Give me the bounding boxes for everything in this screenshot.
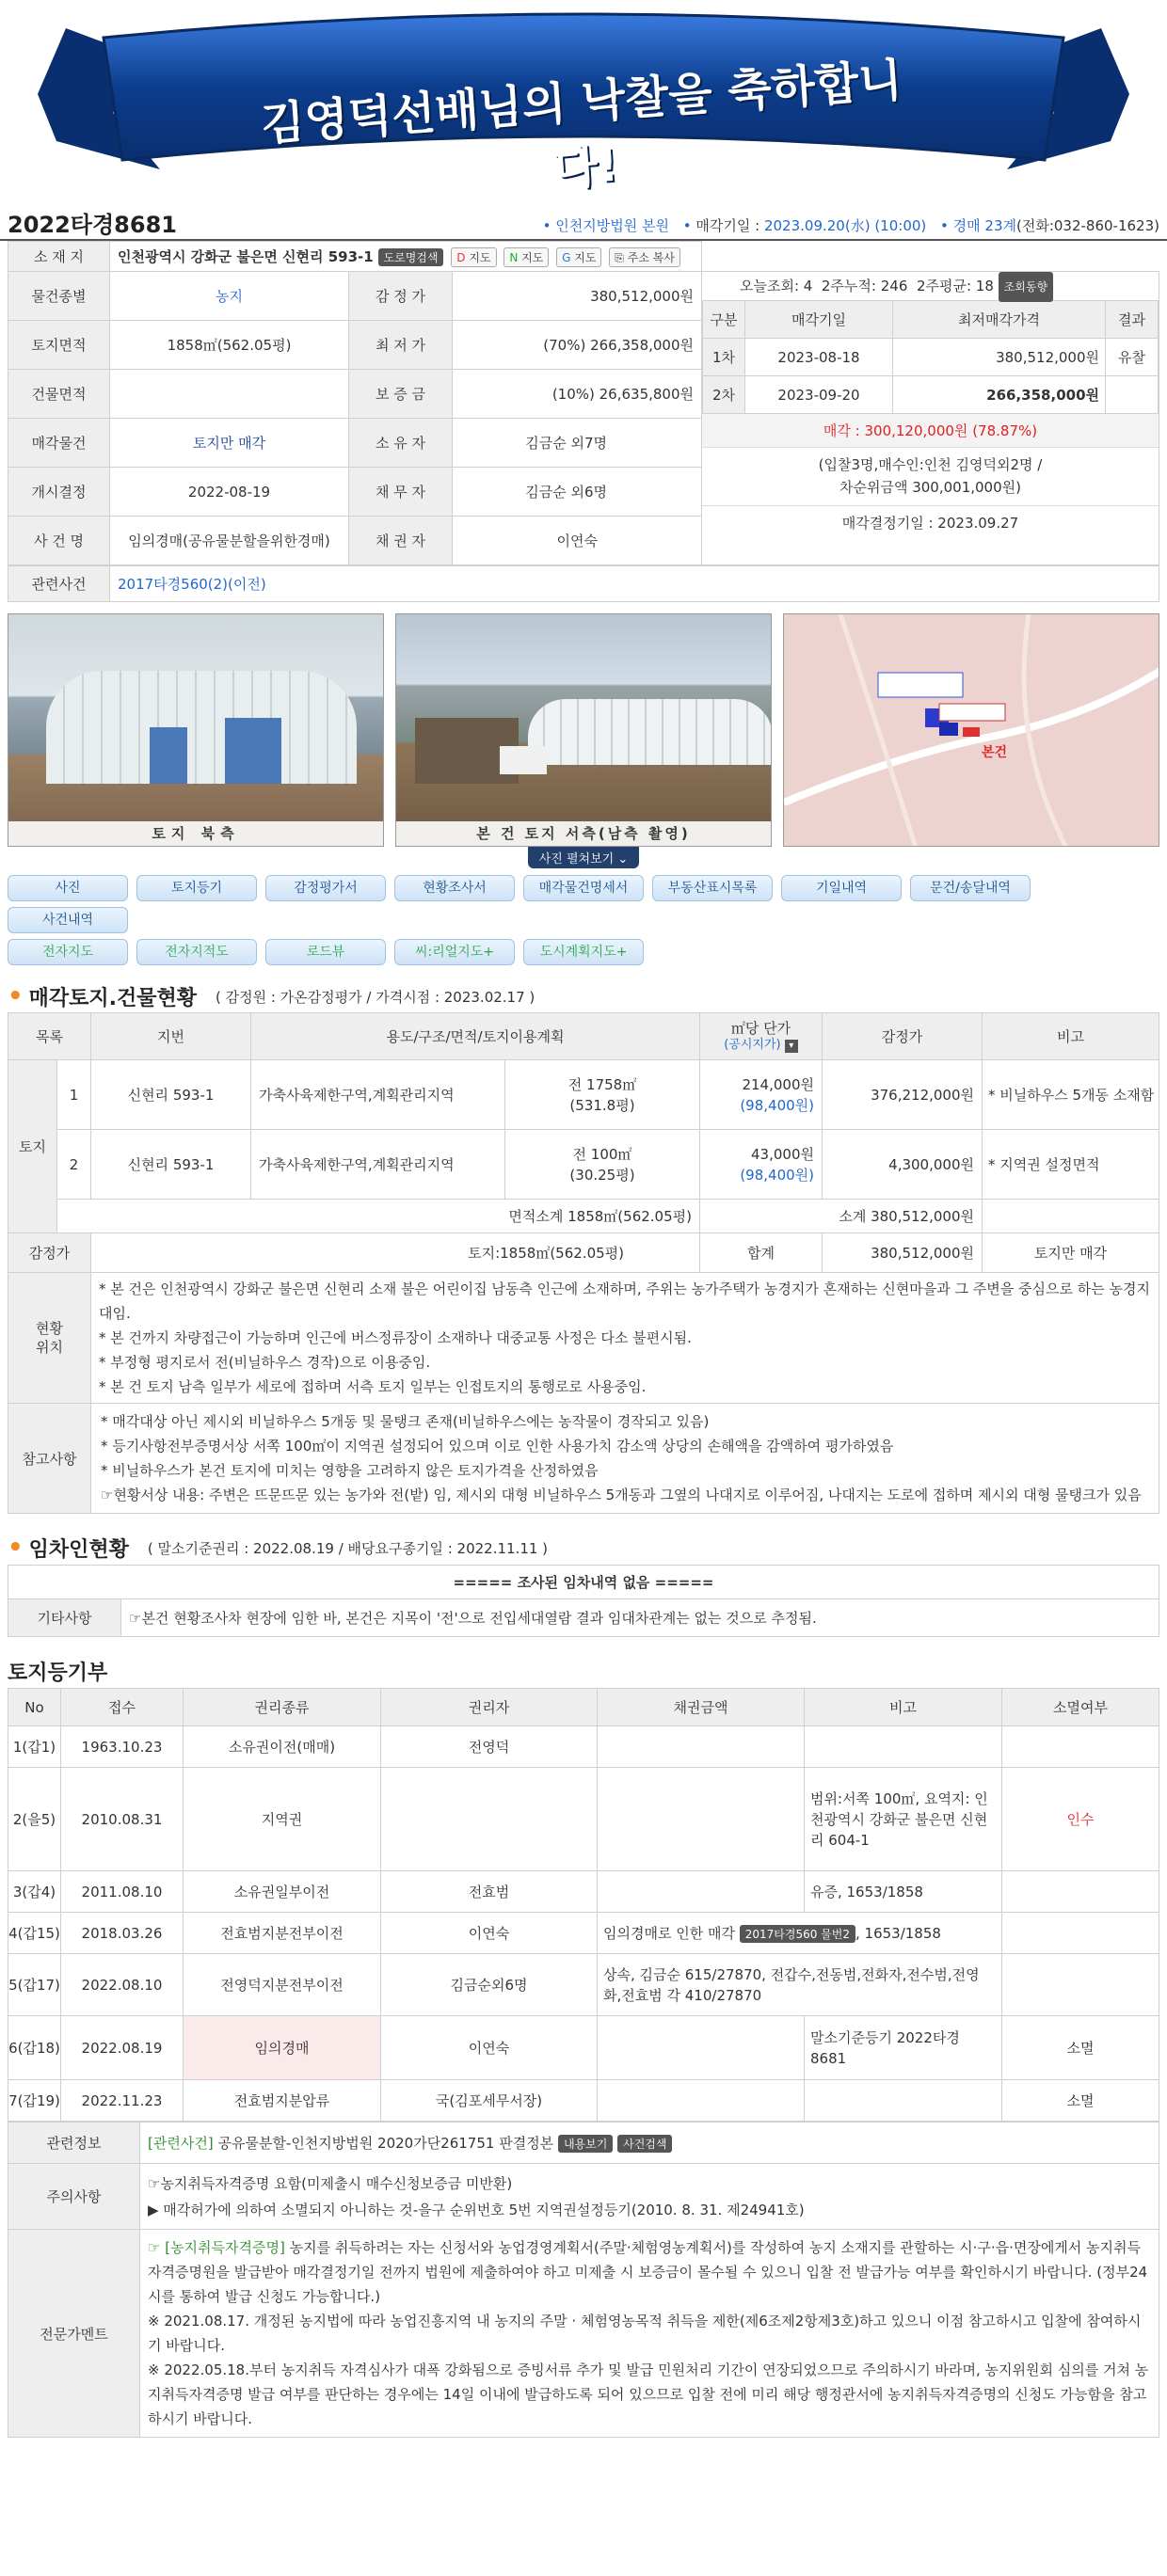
tab-documents[interactable]: 문건/송달내역 [910,875,1031,901]
copy-address-button[interactable]: ⎘ 주소 복사 [609,247,680,267]
registry-extra-table: 관련정보 [관련사건] 공유물분할-인천지방법원 2020가단261751 판결정본 내용보기 사건검색 주의사항 ☞농지취득자격증명 요함(미제출시 매수신청보증금 미반환) ▶ 매각허가에 의하여 소멸되지 아니하는 것-을구 순위번호 5번 지역권설정등기(2010. 8. 31. 제24941호) 전문가멘트 ☞ [농지취득자격증명] 농지를 취득하려는 자는 신청서와 농업경영계획서(주말·체험영농계획서)를 작성하여 농지 소재지를 관할하는 시·구·읍·면장에게서 농지취득자격증명원을 발급받아 매각결정기일 전까지 법원에 제출하여야 하고 미제출 시 보증금이 몰수될 수 있으니 입찰 전 발급가능 여부를 확인하시기 바랍니다. (정부24시를 통하여 발급 신청도 가능합니다.) ※ 2021.08.17. 개정된 농지법에 따라 농업진흥지역 내 농지의 주말 · 체험영농목적 취득을 제한(제6조제2항제3호)하고 있으니 이점 참고하시고 입찰에 참여하시기 바랍니다. ※ 2022.05.18.부터 농지취득 자격심사가 대폭 강화됨으로 증빙서류 추가 및 발급 민원처리 기간이 연장되었으므로 주의하시기 바라며, 농지위원회 심의를 거쳐 농지취득자격증명 발급 여부를 판단하는 경우에는 14일 이내에 발급하도록 되어 있으므로 입찰 전에 미리 해당 행정관서에 농지취득자격증명의 신청도 가능함을 참고하시기 바랍니다. [8,2122,1159,2438]
registry-row: 2(을5) 2010.08.31 지역권 범위:서쪽 100㎡, 요역지: 인천광역시 강화군 불은면 신현리 604-1 인수 [8,1768,1159,1871]
land-table: 목록 지번 용도/구조/면적/토지이용계획 ㎡당 단가 (공시지가) ▾ 감정가 비고 토지 1 신현리 593-1 가축사육제한구역,계획관리지역 전 1758㎡ (531.8평) 214,000원 (98,400원) 376,212,000원 * 비닐하우스 5개동 소재함 2 신현리 593-1 가축사육제한구역,계획관리지역 전 100㎡ (30.25평) 43,000원 (98,400원) 4,300,000원 * 지역권 설정면적 면적소계 1858㎡(562.05평) 소계 380,512,000원 감정가 토지:1858㎡(562.05평) 합계 380,512,000원 토지만 매각 현황 위치 * 본 건은 인천광역시 강화군 불은면 신현리 소재 불은 어린이집 남동측 인근에 소재하며, 주위는 농가주택가 농경지가 혼재하는 신현마을과 그 주변을 중심으로 하는 농경지대임. * 본 건까지 차량접근이 가능하며 인근에 버스정류장이 소재하나 대중교통 사정은 다소 불편시됨. * 부정형 평지로서 전(비닐하우스 경작)으로 이용중임. * 본 건 토지 남측 일부가 세로에 접하며 서측 토지 일부는 인접토지의 통행로로 사용중임. 참고사항 * 매각대상 아닌 제시외 비닐하우스 5개동 및 물탱크 존재(비닐하우스에는 농작물이 경작되고 있음) * 등기사항전부증명서상 서쪽 100㎡이 지역권 설정되어 있으며 이로 인한 사용가치 감소액 상당의 손해액을 감액하여 평가하였음 * 비닐하우스가 본건 토지에 미치는 영향을 고려하지 않은 토지가격을 산정하였음 ☞현황서상 내용: 주변은 뜨문뜨문 있는 농가와 전(밭) 임, 제시외 대형 비닐하우스 5개동과 그옆의 나대지로 이루어짐, 나대지는 도로에 접하며 제시외 대형 물탱크가 있음 [8,1012,1159,1514]
registry-row: 3(갑4) 2011.08.10 소유권일부이전 전효범 유증, 1653/1858 [8,1871,1159,1913]
registry-row: 7(갑19) 2022.11.23 전효범지분압류 국(김포세무서장) 소멸 [8,2080,1159,2122]
photo-strip [0,602,1167,856]
sold-price: 매각 : 300,120,000원 (78.87%) [702,414,1159,448]
tab-real-map[interactable]: 씨:리얼지도+ [394,939,515,965]
registry-row: 6(갑18) 2022.08.19 임의경매 이연숙 말소기준등기 2022타경8681 소멸 [8,2016,1159,2080]
address: 인천광역시 강화군 불은면 신현리 593-1 [118,247,374,265]
summary-table [8,241,702,565]
tab-status-report[interactable]: 현황조사서 [394,875,515,901]
row-label: 최 저 가 [349,321,453,370]
row-value: 농지 [110,272,349,321]
document-tabs [0,867,1167,971]
registry-section-title: 토지등기부 [8,1661,108,1685]
tenant-table: ===== 조사된 임차내역 없음 ===== 기타사항 ☞본건 현황조사차 현장에 임한 바, 본건은 지목이 '전'으로 전입세대열람 결과 임대차관계는 없는 것으로 추정됨. [8,1565,1159,1637]
row-value: 토지만 매각 [110,419,349,468]
banner-text: 김영덕선배님의 낙찰을 축하합니다! [259,54,904,197]
location-notes: * 본 건은 인천광역시 강화군 불은면 신현리 소재 불은 어린이집 남동측 인근에 소재하며, 주위는 농가주택가 농경지가 혼재하는 신현마을과 그 주변을 중심으로 하는 농경지대임. * 본 건까지 차량접근이 가능하며 인근에 버스정류장이 소재하나 대중교통 사정은 다소 불편시됨. * 부정형 평지로서 전(비닐하우스 경작)으로 이용중임. * 본 건 토지 남측 일부가 세로에 접하며 서측 토지 일부는 인접토지의 통행로로 사용중임. [99,1280,1150,1395]
reference-notes: * 매각대상 아닌 제시외 비닐하우스 5개동 및 물탱크 존재(비닐하우스에는 농작물이 경작되고 있음) * 등기사항전부증명서상 서쪽 100㎡이 지역권 설정되어 있으며 이로 인한 사용가치 감소액 상당의 손해액을 감액하여 평가하였음 * 비닐하우스가 본건 토지에 미치는 영향을 고려하지 않은 토지가격을 산정하였음 ☞현황서상 내용: 주변은 뜨문뜨문 있는 농가와 전(밭) 임, 제시외 대형 비닐하우스 5개동과 그옆의 나대지로 이루어짐, 나대지는 도로에 접하며 제시외 대형 물탱크가 있음 [101,1413,1142,1503]
tab-road-view[interactable]: 로드뷰 [265,939,386,965]
sale-date: 2023.09.20(水) (10:00) [763,217,927,234]
row-label: 사 건 명 [8,517,110,565]
bidders: (입찰3명,매수인:인천 김영덕외2명 / 차순위금액 300,001,000원) [702,448,1159,506]
congrats-banner [0,0,1167,207]
road-search-button[interactable]: 도로명검색 [378,248,444,266]
naver-map-button[interactable]: N 지도 [504,247,549,267]
registry-row: 4(갑15) 2018.03.26 전효범지분전부이전 이연숙 임의경매로 인한 매각 2017타경560 물번2 , 1653/1858 [8,1913,1159,1954]
row-value: 1858㎡(562.05평) [110,321,349,370]
deposit: (10%) 26,635,800원 [453,370,702,419]
case-search-button[interactable]: 사건검색 [617,2135,672,2153]
view-trend-button[interactable]: 조회동향 [999,272,1053,302]
auction-rounds-panel [702,271,1159,565]
case-header: 2022타경8681 • 인천지방법원 본원 • 매각기일 : 2023.09.20(水) (10:00) • 경매 23계(전화:032-860-1623) [0,207,1167,241]
row-label: 채 무 자 [349,468,453,517]
tab-appraisal[interactable]: 감정평가서 [265,875,386,901]
google-map-button[interactable]: G 지도 [556,247,601,267]
registry-row: 1(갑1) 1963.10.23 소유권이전(매매) 전영덕 [8,1726,1159,1768]
dept-phone: (전화:032-860-1623) [1016,217,1159,234]
min-price: (70%) 266,358,000원 [453,321,702,370]
tab-e-map[interactable]: 전자지도 [8,939,128,965]
photo-1-caption: 토지 북측 [8,821,383,846]
view-content-button[interactable]: 내용보기 [558,2135,613,2153]
dept: 경매 23계 [952,217,1016,234]
tab-photo[interactable]: 사진 [8,875,128,901]
view-stats: 오늘조회: 4 2주누적: 246 2주평균: 18 조회동향 [702,272,1159,300]
appraisal-price: 380,512,000원 [453,272,702,321]
debtor: 김금순 외6명 [453,468,702,517]
court-name: 인천지방법원 본원 [555,217,669,234]
tab-date-history[interactable]: 기일내역 [781,875,902,901]
chevron-down-icon: ⌄ [617,852,629,867]
related-case-tag[interactable]: 2017타경560 물번2 [740,1925,855,1943]
daum-map-button[interactable]: D 지도 [451,247,496,267]
decision-date: 매각결정기일 : 2023.09.27 [841,515,1019,532]
row-label: 건물면적 [8,370,110,419]
creditor: 이연숙 [453,517,702,565]
row-value: 임의경매(공유물분할을위한경매) [110,517,349,565]
registry-row: 5(갑17) 2022.08.10 전영덕지분전부이전 김금순외6명 상속, 김금순 615/27870, 전갑수,전동범,전화자,전수범,전영화,전효범 각 410/27870 [8,1954,1159,2016]
row-label: 소 유 자 [349,419,453,468]
tenant-section-title: • 임차인현황 ( 말소기준권리 : 2022.08.19 / 배당요구종기일 : 2022.11.11 ) [8,1534,549,1562]
registry-table: No 접수 권리종류 권리자 채권금액 비고 소멸여부 1(갑1) 1963.10.23 소유권이전(매매) 전영덕 2(을5) 2010.08.31 지역권 범위:서쪽 100㎡, 요역지: 인천광역시 강화군 불은면 신현리 604-1 인수 3(갑4) 2011.08.10 소유권일부이전 전효범 유증, 1653/1858 4(갑15) 2018.03.26 전효범지분전부이전 이연숙 임의경매로 인한 매각 2017타경560 물번2 , 1653/1858 5(갑17) 2022.08.10 전영덕지분전부이전 김금순외6명 상속, 김금순 615/27870, 전갑수,전동범,전화자,전수범,전영화,전효범 각 410/27870 6(갑18) 2022.08.19 임의경매 이연숙 말소기준등기 2022타경8681 소멸 7(갑19) 2022.11.23 전효범지분압류 국(김포세무서장) 소멸 [8,1688,1159,2122]
photo-unfold-button[interactable]: 사진 펼쳐보기 ⌄ [528,847,640,868]
tab-sale-spec[interactable]: 매각물건명세서 [523,875,644,901]
owner: 김금순 외7명 [453,419,702,468]
tab-case-history[interactable]: 사건내역 [8,907,128,933]
tab-cadastral-map[interactable]: 전자지적도 [136,939,257,965]
tab-land-registry[interactable]: 토지등기 [136,875,257,901]
row-label: 보 증 금 [349,370,453,419]
row-label: 채 권 자 [349,517,453,565]
location-map[interactable] [783,613,1159,847]
map-graphic [784,614,1159,847]
row-label: 개시결정 [8,468,110,517]
row-label: 감 정 가 [349,272,453,321]
row-value: 2022-08-19 [110,468,349,517]
photo-2-caption: 본 건 토지 서측(남측 촬영) [396,821,771,846]
row-label: 물건종별 [8,272,110,321]
expert-comment: ☞ [농지취득자격증명] 농지를 취득하려는 자는 신청서와 농업경영계획서(주말·체험영농계획서)를 작성하여 농지 소재지를 관할하는 시·구·읍·면장에게서 농지취득자격증명원을 발급받아 매각결정기일 전까지 법원에 제출하여야 하고 미제출 시 보증금이 몰수될 수 있으니 입찰 전 발급가능 여부를 확인하시기 바랍니다. (정부24시를 통하여 발급 신청도 가능합니다.) ※ 2021.08.17. 개정된 농지법에 따라 농업진흥지역 내 농지의 주말 · 체험영농목적 취득을 제한(제6조제2항제3호)하고 있으니 이점 참고하시고 입찰에 참여하시기 바랍니다. ※ 2022.05.18.부터 농지취득 자격심사가 대폭 강화됨으로 증빙서류 추가 및 발급 민원처리 기간이 연장되었으므로 주의하시기 바라며, 농지위원회 심의를 거쳐 농지취득자격증명 발급 여부를 판단하는 경우에는 14일 이내에 발급하도록 되어 있으므로 입찰 전에 미리 해당 행정관서에 농지취득자격증명의 신청도 가능함을 참고하시기 바랍니다. [140,2230,1159,2438]
related-case-link[interactable]: 2017타경560(2)(이전) [110,566,1159,602]
address-label: 소 재 지 [8,242,110,272]
map-label: 본건 [982,745,1008,760]
rounds-table: 구분 매각기일 최저매각가격 결과 1차 2023-08-18 380,512,000원 유찰 2차 2023-09-20 266,358,000원 [702,300,1159,414]
related-label: 관련사건 [8,566,110,602]
row-value [110,370,349,419]
tab-urban-plan[interactable]: 도시계획지도+ [523,939,644,965]
row-label: 토지면적 [8,321,110,370]
case-number: 2022타경8681 [8,212,177,238]
tab-property-list[interactable]: 부동산표시목록 [652,875,773,901]
land-section-title: • 매각토지.건물현황 ( 감정원 : 가온감정평가 / 가격시점 : 2023.02.17 ) [8,982,536,1010]
photo-1[interactable] [8,613,384,847]
row-label: 매각물건 [8,419,110,468]
photo-2[interactable] [395,613,772,847]
